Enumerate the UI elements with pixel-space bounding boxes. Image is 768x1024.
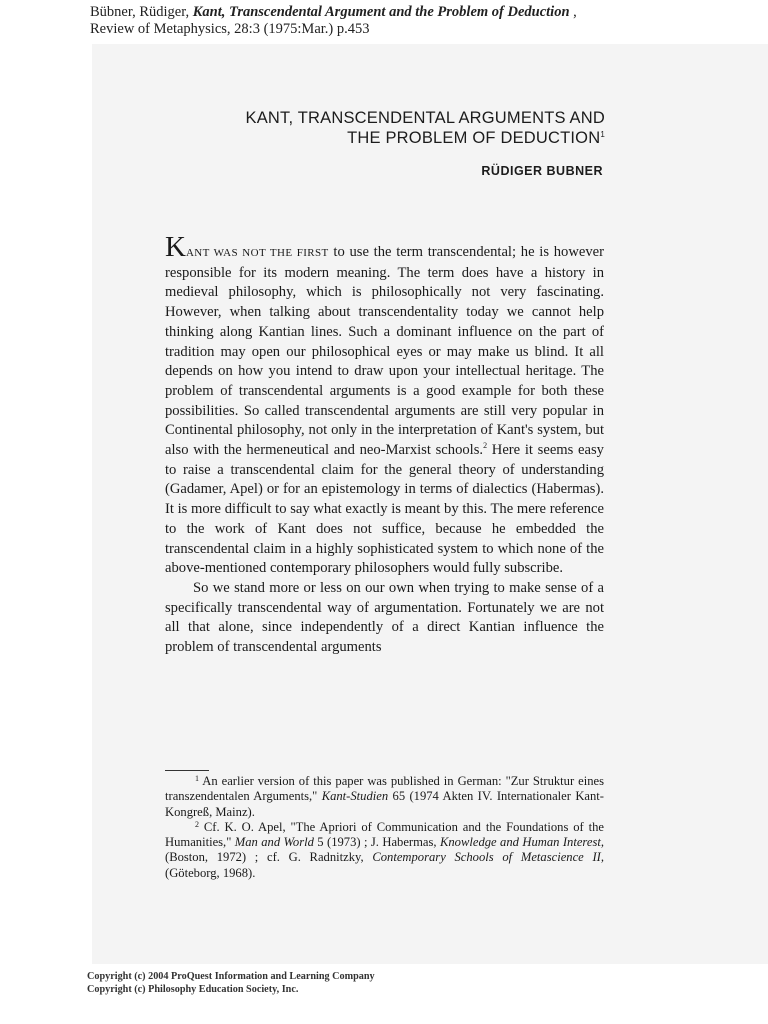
- footnote-2: [165, 820, 604, 881]
- footnote-2-text-b: 5 (1973) ; J. Habermas,: [313, 835, 440, 850]
- footnote-1-journal: Kant-Studien: [321, 789, 389, 804]
- citation-title: Kant, Transcendental Argument and the Problem of Deduction: [192, 4, 570, 20]
- drop-cap: K: [165, 231, 186, 263]
- article-body: [165, 231, 604, 658]
- article-title: [125, 108, 605, 148]
- citation-header: [90, 4, 750, 38]
- footnote-2-text-c: (Boston, 1972) ; cf. G. Radnitzky,: [165, 850, 373, 865]
- copyright-notice: [87, 970, 375, 996]
- paragraph-2: So we stand more or less on our own when trying to make sense of a specifically transcendental way of argumentation. Fortunately we are not all that alone, since independently of a direct Kantian influence the problem of transcendental arguments: [165, 579, 604, 656]
- paragraph-1-text-b: Here it seems easy to raise a transcendental claim for the general theory of understanding (Gadamer, Apel) or for an epistemology in terms of dialectics (Habermas). It is more difficult to say what exactly is meant by this. The mere reference to the work of Kant does not suffice, because he embedded the transcendental claim in a highly sophisticated system to which none of the above-mentioned contemporary philosophers would fully subscribe.: [165, 442, 604, 577]
- article-title-line-2-text: THE PROBLEM OF DEDUCTION: [347, 129, 601, 147]
- citation-author: Bübner, Rüdiger,: [90, 4, 193, 20]
- footnote-2-book-1: Knowledge and Human Interest,: [439, 835, 605, 850]
- article-title-line-2: [125, 128, 605, 148]
- footnote-marker-2: 2: [483, 441, 488, 451]
- footnote-2-text-d: (Göteborg, 1968).: [165, 865, 256, 880]
- footnote-1-mark: 1: [195, 774, 199, 783]
- opening-small-caps: ANT WAS NOT THE FIRST: [185, 247, 329, 259]
- footnote-2-book-2: Contemporary Schools of Metascience II,: [372, 850, 604, 865]
- article-author: RÜDIGER BUBNER: [481, 164, 603, 178]
- copyright-line-1: Copyright (c) 2004 ProQuest Information and Learning Company: [87, 971, 375, 982]
- title-footnote-marker: 1: [600, 130, 605, 139]
- footnote-1: [165, 774, 604, 820]
- footnote-1-text-a: An earlier version of this paper was published in German: "Zur Struktur eines transzendentalen Arguments,": [165, 774, 604, 804]
- citation-line-1: [90, 4, 750, 21]
- footnote-2-journal: Man and World: [234, 835, 314, 850]
- footnote-divider: [165, 770, 209, 771]
- copyright-line-2: Copyright (c) Philosophy Education Society, Inc.: [87, 984, 299, 995]
- citation-comma: ,: [569, 4, 577, 20]
- footnote-2-text-a: Cf. K. O. Apel, "The Apriori of Communication and the Foundations of the Humanities,": [165, 819, 604, 850]
- citation-line-2: Review of Metaphysics, 28:3 (1975:Mar.) p.453: [90, 21, 370, 37]
- footnotes: [165, 774, 604, 881]
- article-title-line-1: KANT, TRANSCENDENTAL ARGUMENTS AND: [245, 109, 605, 127]
- footnote-2-mark: 2: [195, 819, 199, 829]
- paragraph-1: [165, 231, 604, 579]
- footnote-1-text-b: 65 (1974 Akten IV. Internationaler Kant-Kongreß, Mainz).: [165, 789, 605, 819]
- paragraph-1-text-a: to use the term transcendental; he is however responsible for its modern meaning. The term does have a history in medieval philosophy, which is philosophically not very fascinating. However, when talking about transcendentality today we cannot help thinking along Kantian lines. Such a dominant influence on the part of tradition may open our philosophical eyes or may make us blind. It all depends on how you intend to draw upon your intellectual heritage. The problem of transcendental arguments is a good example for both these possibilities. So called transcendental arguments are still very popular in Continental philosophy, not only in the interpretation of Kant's system, but also with the hermeneutical and neo-Marxist schools.: [165, 244, 604, 459]
